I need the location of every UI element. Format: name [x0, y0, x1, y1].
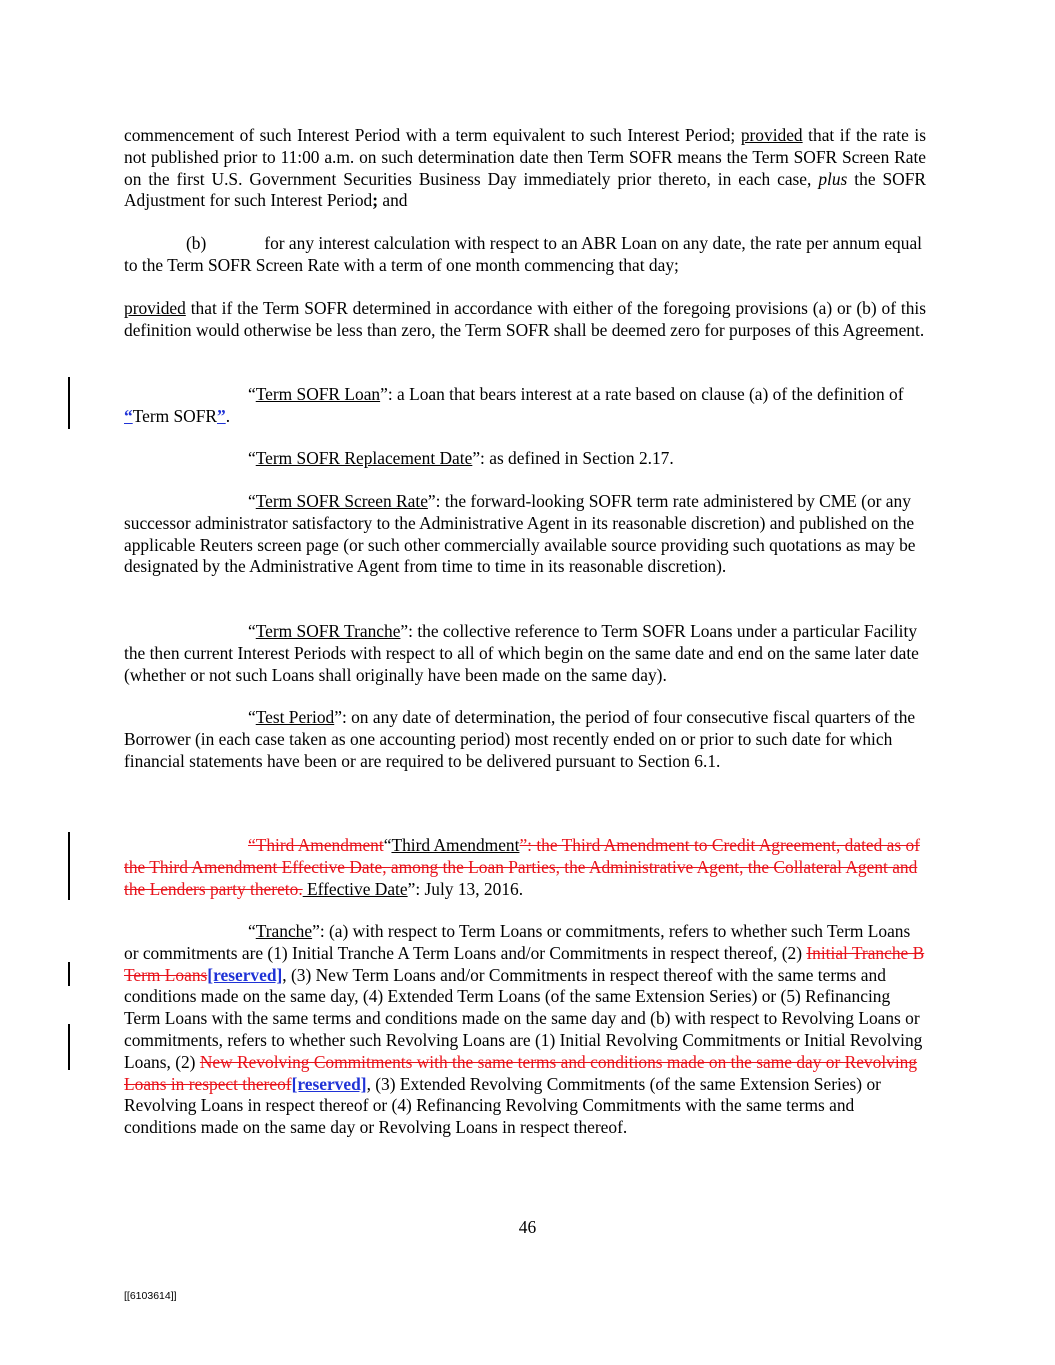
definition-term-sofr-screen-rate: “Term SOFR Screen Rate”: the forward-looking SOFR term rate administered by CME (or any successor administrator satisfactory to the Administrative Agent in its reasonable discretion) and published on the applicable Reuters screen page (or such other commercially available source providing such quotations as may be designated by the Administrative Agent from time to time in its reasonable discretion).: [124, 491, 916, 577]
defined-term: Effective Date: [302, 878, 408, 899]
defined-term: Term SOFR Tranche: [255, 621, 401, 641]
defined-term: Third Amendment: [391, 835, 520, 855]
defined-term: Test Period: [255, 707, 335, 727]
paragraph-term-sofr-continued: commencement of such Interest Period with a term equivalent to such Interest Period; provided that if the rate is not published prior to 11:00 a.m. on such determination date then Term SOFR means the Term SOFR Screen Rate on the first U.S. Government Securities Business Day immediately prior thereto, in each case, plus the SOFR Adjustment for such Interest Period; and: [124, 125, 926, 211]
deleted-text: ”: the Third Amendment to Credit Agreement, dated as of the Third Amendment Effective Date, among the Loan Parties, the Administrative Agent, the Collateral Agent and the Lenders party thereto.: [124, 835, 920, 899]
definition-term-sofr-loan: “Term SOFR Loan”: a Loan that bears interest at a rate based on clause (a) of the definition of “Term SOFR”.: [124, 384, 904, 426]
change-bar: [68, 832, 70, 900]
plus-term: plus: [818, 168, 848, 189]
provided-term: provided: [740, 125, 803, 145]
inserted-text: “: [124, 405, 133, 426]
defined-term: Term SOFR Replacement Date: [255, 448, 473, 468]
change-bar: [68, 1024, 70, 1070]
document-id: [[6103614]]: [124, 1290, 177, 1302]
inserted-text: [reserved]: [291, 1073, 367, 1094]
deleted-text: New Revolving Commitments with the same terms and conditions made on the same day or Revolving Loans in respect thereof: [124, 1051, 918, 1094]
definition-term-sofr-tranche: “Term SOFR Tranche”: the collective reference to Term SOFR Loans under a particular Facility the then current Interest Periods with respect to all of which begin on the same date and end on the same later date (whether or not such Loans shall originally have been made on the same day).: [124, 621, 919, 685]
clause-b: (b) for any interest calculation with respect to an ABR Loan on any date, the rate per annum equal to the Term SOFR Screen Rate with a term of one month commencing that day;: [124, 233, 922, 275]
defined-term: Term SOFR Loan: [255, 384, 381, 404]
definition-term-sofr-replacement-date: “Term SOFR Replacement Date”: as defined in Section 2.17.: [248, 448, 674, 468]
definition-tranche: “Tranche”: (a) with respect to Term Loans or commitments, refers to whether such Term Loans or commitments are (1) Initial Tranche A Term Loans and/or Commitments in respect thereof, (2) Initial Tranche B Term Loans[reserved], (3) New Term Loans and/or Commitments in respect thereof with the same terms and conditions made on the same day, (4) Extended Term Loans (of the same Extension Series) or (5) Refinancing Term Loans with the same terms and conditions made on the same day and (b) with respect to Revolving Loans or commitments, refers to whether such Revolving Loans are (1) Initial Revolving Commitments or Initial Revolving Loans, (2) New Revolving Commitments with the same terms and conditions made on the same day or Revolving Loans in respect thereof[reserved], (3) Extended Revolving Commitments (of the same Extension Series) or Revolving Loans in respect thereof or (4) Refinancing Revolving Commitments with the same terms and conditions made on the same day or Revolving Loans in respect thereof.: [124, 921, 925, 1138]
defined-term: Tranche: [255, 921, 313, 941]
deleted-text: “Third Amendment: [248, 835, 384, 855]
change-bar: [68, 962, 70, 986]
clause-b-label: (b): [186, 233, 207, 253]
change-bar: [68, 377, 70, 429]
defined-term: Term SOFR Screen Rate: [255, 491, 428, 511]
page-number: 46: [518, 1217, 537, 1237]
provided-paragraph: provided that if the Term SOFR determined in accordance with either of the foregoing provisions (a) or (b) of this definition would otherwise be less than zero, the Term SOFR shall be deemed zero for purposes of this Agreement.: [124, 298, 926, 340]
deleted-text: Initial Tranche B Term Loans: [124, 942, 925, 985]
inserted-text: [reserved]: [207, 964, 283, 985]
inserted-text: ”: [217, 405, 226, 426]
definition-test-period: “Test Period”: on any date of determination, the period of four consecutive fiscal quarters of the Borrower (in each case taken as one accounting period) most recently ended on or prior to such date for which financial statements have been or are required to be delivered pursuant to Section 6.1.: [124, 707, 916, 771]
definition-third-amendment-effective-date: “Third Amendment“Third Amendment”: the Third Amendment to Credit Agreement, dated as of the Third Amendment Effective Date, among the Loan Parties, the Administrative Agent, the Collateral Agent and the Lenders party thereto. Effective Date”: July 13, 2016.: [124, 835, 920, 899]
